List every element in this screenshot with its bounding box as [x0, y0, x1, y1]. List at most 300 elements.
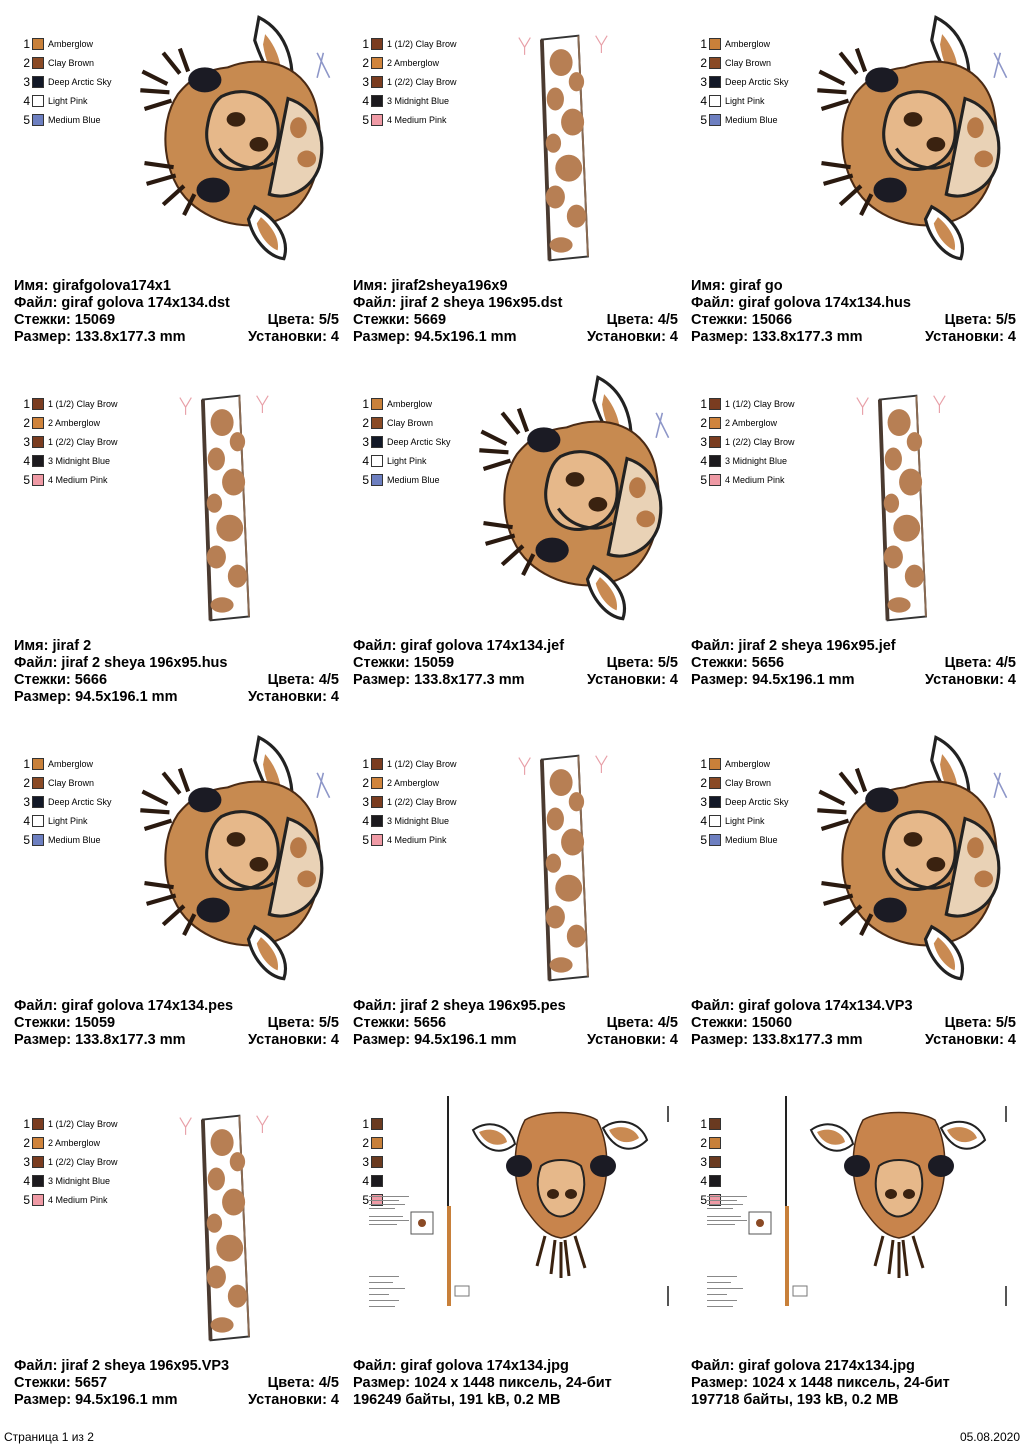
- info-right-text: Цвета: 4/5: [944, 655, 1016, 671]
- thread-name: Light Pink: [725, 95, 765, 106]
- info-line: [14, 312, 339, 329]
- info-line: [691, 295, 1016, 312]
- palette-row: [695, 394, 795, 413]
- color-swatch: [709, 38, 721, 50]
- info-line: [353, 998, 678, 1015]
- thread-name: 1 (2/2) Clay Brow: [725, 436, 795, 447]
- palette-row: [695, 110, 789, 129]
- thread-name: 1 (1/2) Clay Brow: [48, 398, 118, 409]
- info-left-text: Стежки: 15066: [691, 312, 793, 328]
- palette-index: 5: [700, 1192, 707, 1207]
- palette-index: 5: [23, 1192, 30, 1207]
- palette-index: 1: [700, 396, 707, 411]
- palette-index: 2: [700, 1135, 707, 1150]
- color-swatch: [709, 57, 721, 69]
- thread-name: 3 Midnight Blue: [48, 455, 111, 466]
- color-swatch: [709, 758, 721, 770]
- info-left-text: Стежки: 5656: [353, 1015, 447, 1031]
- palette-index: 1: [362, 1116, 369, 1131]
- color-swatch: [32, 76, 44, 88]
- info-line: [691, 1015, 1016, 1032]
- giraffe-neck-thumbnail: [503, 748, 623, 988]
- info-left-text: 197718 байты, 193 kB, 0.2 MB: [691, 1392, 899, 1408]
- color-swatch: [371, 834, 383, 846]
- palette-row: [695, 53, 789, 72]
- info-right-text: Цвета: 4/5: [606, 1015, 678, 1031]
- thread-name: Deep Arctic Sky: [725, 796, 789, 807]
- giraffe-neck-thumbnail: [164, 388, 284, 628]
- info-line: [691, 329, 1016, 346]
- info-line: [353, 329, 678, 346]
- info-line: [14, 998, 339, 1015]
- palette-row: [18, 34, 112, 53]
- design-cell: [691, 730, 1021, 1070]
- color-swatch: [32, 455, 44, 467]
- thread-name: Amberglow: [387, 398, 433, 409]
- giraffe-head-thumbnail: [809, 730, 1017, 982]
- giraffe-neck-thumbnail: [503, 28, 623, 268]
- palette-index: 4: [700, 813, 707, 828]
- file-info: [353, 998, 678, 1049]
- info-line: [14, 655, 339, 672]
- thread-name: Clay Brown: [725, 777, 772, 788]
- palette-index: 1: [23, 36, 30, 51]
- info-left-text: Размер: 1024 x 1448 пиксель, 24-бит: [353, 1375, 612, 1391]
- info-left-text: Файл: giraf golova 2174x134.jpg: [691, 1358, 915, 1374]
- palette-index: 4: [23, 453, 30, 468]
- palette-row: [18, 811, 112, 830]
- thread-name: 4 Medium Pink: [725, 474, 785, 485]
- jpg-preview-thumbnail: [365, 1096, 675, 1321]
- info-line: [691, 1358, 1016, 1375]
- palette-index: 1: [23, 756, 30, 771]
- color-swatch: [371, 474, 383, 486]
- palette-row: [18, 1133, 118, 1152]
- info-line: [14, 1375, 339, 1392]
- palette-index: 2: [700, 415, 707, 430]
- design-cell: [14, 730, 344, 1070]
- design-cell: [14, 10, 344, 350]
- palette-index: 4: [23, 93, 30, 108]
- info-left-text: Файл: jiraf 2 sheya 196x95.jef: [691, 638, 896, 654]
- giraffe-head-thumbnail: [471, 370, 679, 622]
- palette-row: [695, 413, 795, 432]
- palette-row: [18, 470, 118, 489]
- info-line: [353, 672, 678, 689]
- palette-index: 5: [23, 112, 30, 127]
- palette-row: [357, 53, 457, 72]
- design-cell: [353, 10, 683, 350]
- jpg-preview-thumbnail: [703, 1096, 1013, 1321]
- palette-index: 3: [700, 794, 707, 809]
- info-line: [691, 998, 1016, 1015]
- info-left-text: Файл: giraf golova 174x134.VP3: [691, 998, 913, 1014]
- palette-index: 3: [362, 794, 369, 809]
- thread-name: Light Pink: [48, 95, 88, 106]
- thread-name: Amberglow: [48, 758, 94, 769]
- info-right-text: Установки: 4: [587, 1032, 678, 1048]
- info-right-text: Установки: 4: [248, 1032, 339, 1048]
- info-left-text: Размер: 94.5x196.1 mm: [353, 329, 517, 345]
- palette-row: [695, 830, 789, 849]
- palette-row: [357, 91, 457, 110]
- giraffe-head-thumbnail: [132, 10, 340, 262]
- info-left-text: Файл: jiraf 2 sheya 196x95.VP3: [14, 1358, 230, 1374]
- color-swatch: [371, 38, 383, 50]
- file-info: [353, 1358, 678, 1409]
- palette-index: 2: [700, 55, 707, 70]
- palette-index: 4: [23, 813, 30, 828]
- palette-index: 1: [362, 756, 369, 771]
- info-left-text: Имя: jiraf2sheya196x9: [353, 278, 508, 294]
- info-right-text: Цвета: 4/5: [606, 312, 678, 328]
- color-swatch: [32, 777, 44, 789]
- palette-row: [18, 110, 112, 129]
- palette-row: [695, 754, 789, 773]
- thread-name: 3 Midnight Blue: [387, 815, 450, 826]
- palette-row: [357, 413, 451, 432]
- info-left-text: Файл: giraf golova 174x134.hus: [691, 295, 911, 311]
- thread-name: 1 (2/2) Clay Brow: [387, 76, 457, 87]
- thread-name: 4 Medium Pink: [48, 1194, 108, 1205]
- info-line: [353, 278, 678, 295]
- color-swatch: [709, 834, 721, 846]
- file-info: [691, 278, 1016, 346]
- info-right-text: Цвета: 5/5: [944, 1015, 1016, 1031]
- info-line: [14, 1358, 339, 1375]
- info-line: [14, 295, 339, 312]
- info-line: [353, 1358, 678, 1375]
- palette-row: [695, 432, 795, 451]
- palette-index: 1: [700, 756, 707, 771]
- info-right-text: Цвета: 5/5: [267, 1015, 339, 1031]
- palette-row: [18, 451, 118, 470]
- info-line: [691, 312, 1016, 329]
- palette-index: 2: [23, 1135, 30, 1150]
- thread-name: Medium Blue: [48, 834, 101, 845]
- thread-name: 3 Midnight Blue: [48, 1175, 111, 1186]
- info-left-text: Файл: jiraf 2 sheya 196x95.pes: [353, 998, 566, 1014]
- color-palette: [357, 394, 451, 489]
- palette-row: [357, 72, 457, 91]
- color-palette: [357, 34, 457, 129]
- palette-row: [357, 811, 457, 830]
- info-right-text: Установки: 4: [925, 1032, 1016, 1048]
- info-left-text: Стежки: 5656: [691, 655, 785, 671]
- color-swatch: [32, 57, 44, 69]
- palette-row: [18, 754, 112, 773]
- color-swatch: [709, 796, 721, 808]
- palette-index: 4: [362, 453, 369, 468]
- info-line: [353, 312, 678, 329]
- color-swatch: [709, 455, 721, 467]
- info-line: [691, 655, 1016, 672]
- info-line: [353, 1375, 678, 1392]
- info-line: [353, 638, 678, 655]
- palette-index: 5: [700, 832, 707, 847]
- palette-row: [695, 91, 789, 110]
- color-swatch: [32, 1175, 44, 1187]
- color-swatch: [32, 1137, 44, 1149]
- thread-name: Deep Arctic Sky: [48, 76, 112, 87]
- palette-row: [18, 773, 112, 792]
- info-right-text: Установки: 4: [248, 329, 339, 345]
- palette-index: 3: [700, 1154, 707, 1169]
- design-cell: [691, 370, 1021, 710]
- info-line: [14, 329, 339, 346]
- thread-name: 2 Amberglow: [387, 777, 440, 788]
- color-swatch: [371, 455, 383, 467]
- thread-name: Clay Brown: [387, 417, 434, 428]
- color-swatch: [371, 796, 383, 808]
- palette-row: [357, 754, 457, 773]
- thread-name: Clay Brown: [48, 57, 95, 68]
- color-swatch: [371, 398, 383, 410]
- palette-index: 4: [23, 1173, 30, 1188]
- thread-name: Medium Blue: [725, 834, 778, 845]
- palette-row: [18, 1190, 118, 1209]
- thread-name: 2 Amberglow: [48, 417, 101, 428]
- palette-row: [18, 91, 112, 110]
- info-left-text: Файл: jiraf 2 sheya 196x95.hus: [14, 655, 228, 671]
- color-swatch: [709, 777, 721, 789]
- color-palette: [18, 394, 118, 489]
- palette-row: [357, 34, 457, 53]
- file-info: [691, 1358, 1016, 1409]
- thread-name: Medium Blue: [725, 114, 778, 125]
- color-swatch: [32, 38, 44, 50]
- thread-name: 1 (2/2) Clay Brow: [387, 796, 457, 807]
- info-left-text: Стежки: 5666: [14, 672, 108, 688]
- info-left-text: Размер: 94.5x196.1 mm: [353, 1032, 517, 1048]
- file-info: [14, 998, 339, 1049]
- thread-name: Amberglow: [48, 38, 94, 49]
- palette-index: 5: [700, 112, 707, 127]
- palette-index: 1: [362, 36, 369, 51]
- color-swatch: [371, 436, 383, 448]
- design-cell: [353, 370, 683, 710]
- palette-index: 4: [700, 453, 707, 468]
- thread-name: 1 (1/2) Clay Brow: [387, 38, 457, 49]
- palette-row: [357, 432, 451, 451]
- color-swatch: [709, 436, 721, 448]
- palette-index: 1: [23, 1116, 30, 1131]
- palette-row: [357, 792, 457, 811]
- color-swatch: [371, 114, 383, 126]
- thread-name: Medium Blue: [48, 114, 101, 125]
- palette-index: 3: [23, 1154, 30, 1169]
- thread-name: Deep Arctic Sky: [725, 76, 789, 87]
- palette-index: 2: [362, 775, 369, 790]
- thread-name: Clay Brown: [725, 57, 772, 68]
- giraffe-neck-thumbnail: [841, 388, 961, 628]
- color-swatch: [32, 834, 44, 846]
- thread-name: 1 (2/2) Clay Brow: [48, 436, 118, 447]
- color-swatch: [371, 57, 383, 69]
- palette-index: 2: [23, 775, 30, 790]
- info-left-text: Файл: giraf golova 174x134.jpg: [353, 1358, 569, 1374]
- color-swatch: [371, 95, 383, 107]
- info-right-text: Установки: 4: [925, 672, 1016, 688]
- palette-row: [18, 1114, 118, 1133]
- info-line: [353, 295, 678, 312]
- thread-name: 3 Midnight Blue: [725, 455, 788, 466]
- info-line: [691, 1375, 1016, 1392]
- info-left-text: Стежки: 5669: [353, 312, 447, 328]
- info-right-text: Установки: 4: [248, 1392, 339, 1408]
- palette-row: [18, 792, 112, 811]
- palette-index: 1: [362, 396, 369, 411]
- thread-name: 1 (1/2) Clay Brow: [725, 398, 795, 409]
- info-left-text: Размер: 133.8x177.3 mm: [353, 672, 525, 688]
- design-cell: [353, 1090, 683, 1430]
- palette-index: 3: [362, 74, 369, 89]
- palette-index: 4: [700, 1173, 707, 1188]
- info-left-text: Размер: 133.8x177.3 mm: [691, 1032, 863, 1048]
- print-date: 05.08.2020: [959, 1430, 1020, 1444]
- info-line: [691, 1032, 1016, 1049]
- thread-name: Light Pink: [48, 815, 88, 826]
- info-line: [14, 1032, 339, 1049]
- color-palette: [695, 394, 795, 489]
- palette-row: [695, 72, 789, 91]
- palette-index: 5: [362, 112, 369, 127]
- info-left-text: Имя: giraf go: [691, 278, 783, 294]
- palette-row: [357, 830, 457, 849]
- design-cell: [691, 1090, 1021, 1430]
- thread-name: 2 Amberglow: [387, 57, 440, 68]
- info-left-text: Имя: jiraf 2: [14, 638, 92, 654]
- palette-index: 4: [362, 813, 369, 828]
- palette-index: 4: [700, 93, 707, 108]
- file-info: [14, 638, 339, 706]
- info-left-text: Стежки: 15059: [14, 1015, 116, 1031]
- info-right-text: Цвета: 5/5: [944, 312, 1016, 328]
- info-line: [691, 278, 1016, 295]
- info-line: [14, 672, 339, 689]
- page-number: Страница 1 из 2: [4, 1430, 94, 1444]
- thread-name: Clay Brown: [48, 777, 95, 788]
- info-line: [14, 1015, 339, 1032]
- info-left-text: Размер: 133.8x177.3 mm: [14, 1032, 186, 1048]
- color-swatch: [709, 815, 721, 827]
- palette-row: [357, 394, 451, 413]
- palette-index: 5: [23, 832, 30, 847]
- color-swatch: [709, 417, 721, 429]
- file-info: [353, 278, 678, 346]
- palette-index: 4: [362, 93, 369, 108]
- info-right-text: Установки: 4: [925, 329, 1016, 345]
- palette-index: 5: [362, 832, 369, 847]
- info-right-text: Цвета: 5/5: [606, 655, 678, 671]
- thread-name: Light Pink: [725, 815, 765, 826]
- palette-index: 5: [23, 472, 30, 487]
- info-line: [14, 278, 339, 295]
- palette-row: [695, 451, 795, 470]
- info-line: [353, 655, 678, 672]
- palette-row: [18, 413, 118, 432]
- thread-name: 1 (2/2) Clay Brow: [48, 1156, 118, 1167]
- palette-index: 1: [23, 396, 30, 411]
- info-left-text: Размер: 1024 x 1448 пиксель, 24-бит: [691, 1375, 950, 1391]
- info-left-text: Размер: 133.8x177.3 mm: [691, 329, 863, 345]
- palette-index: 3: [23, 74, 30, 89]
- info-line: [353, 1392, 678, 1409]
- color-swatch: [371, 76, 383, 88]
- info-left-text: Размер: 94.5x196.1 mm: [691, 672, 855, 688]
- palette-row: [18, 53, 112, 72]
- palette-row: [18, 394, 118, 413]
- color-swatch: [32, 815, 44, 827]
- info-left-text: Имя: girafgolova174x1: [14, 278, 171, 294]
- info-right-text: Установки: 4: [587, 329, 678, 345]
- palette-index: 1: [700, 36, 707, 51]
- palette-index: 2: [362, 55, 369, 70]
- info-left-text: Размер: 94.5x196.1 mm: [14, 1392, 178, 1408]
- thread-name: Deep Arctic Sky: [48, 796, 112, 807]
- color-swatch: [32, 398, 44, 410]
- info-line: [14, 1392, 339, 1409]
- thread-name: Light Pink: [387, 455, 427, 466]
- info-left-text: Стежки: 15069: [14, 312, 116, 328]
- palette-index: 2: [700, 775, 707, 790]
- color-swatch: [709, 398, 721, 410]
- file-info: [14, 278, 339, 346]
- palette-row: [695, 34, 789, 53]
- color-swatch: [32, 114, 44, 126]
- color-swatch: [32, 95, 44, 107]
- palette-row: [18, 830, 112, 849]
- giraffe-head-thumbnail: [132, 730, 340, 982]
- info-left-text: Стежки: 5657: [14, 1375, 108, 1391]
- thread-name: 4 Medium Pink: [387, 834, 447, 845]
- info-line: [353, 1032, 678, 1049]
- palette-row: [695, 470, 795, 489]
- color-swatch: [709, 95, 721, 107]
- file-info: [353, 638, 678, 689]
- info-line: [353, 1015, 678, 1032]
- file-info: [14, 1358, 339, 1409]
- palette-row: [357, 110, 457, 129]
- palette-index: 5: [362, 472, 369, 487]
- color-palette: [695, 754, 789, 849]
- info-line: [14, 638, 339, 655]
- color-swatch: [371, 758, 383, 770]
- color-swatch: [709, 76, 721, 88]
- palette-index: 2: [362, 415, 369, 430]
- thread-name: Medium Blue: [387, 474, 440, 485]
- thread-name: 4 Medium Pink: [48, 474, 108, 485]
- info-line: [691, 672, 1016, 689]
- palette-index: 3: [23, 794, 30, 809]
- palette-index: 2: [362, 1135, 369, 1150]
- file-info: [691, 998, 1016, 1049]
- palette-row: [18, 1171, 118, 1190]
- color-palette: [18, 34, 112, 129]
- thread-name: 2 Amberglow: [725, 417, 778, 428]
- giraffe-head-thumbnail: [809, 10, 1017, 262]
- info-left-text: Стежки: 15059: [353, 655, 455, 671]
- info-left-text: Размер: 94.5x196.1 mm: [14, 689, 178, 705]
- palette-index: 3: [700, 74, 707, 89]
- color-swatch: [32, 758, 44, 770]
- design-cell: [14, 1090, 344, 1430]
- palette-index: 3: [362, 1154, 369, 1169]
- thread-name: Amberglow: [725, 758, 771, 769]
- color-swatch: [371, 815, 383, 827]
- info-left-text: Размер: 133.8x177.3 mm: [14, 329, 186, 345]
- palette-row: [357, 470, 451, 489]
